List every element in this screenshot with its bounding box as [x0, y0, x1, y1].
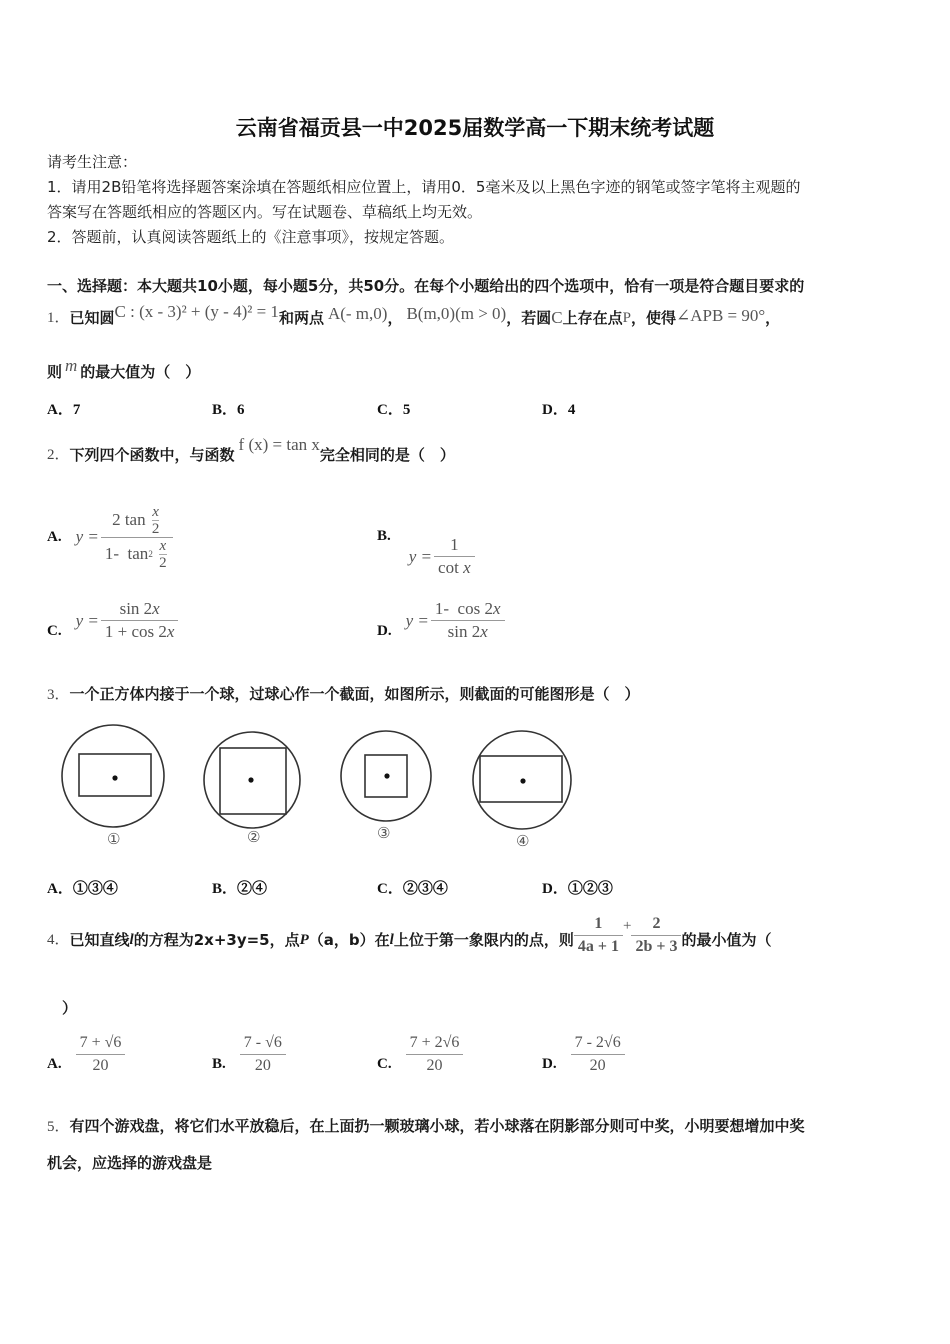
question-1-option-a[interactable]: A．7	[47, 402, 81, 418]
question-3-stem	[47, 684, 640, 705]
question-4-close-paren: ）	[62, 999, 78, 1017]
figure-label-1: ①	[107, 830, 121, 848]
question-5-number: 5．	[47, 1119, 70, 1135]
question-3-option-a[interactable]: A．①③④	[47, 881, 118, 897]
question-3-number: 3．	[47, 687, 70, 703]
question-1-text-d: 上存在点	[562, 309, 623, 327]
question-2-option-d[interactable]: D. y = $\frac{1- \cos 2x}{\sin 2x}$	[377, 598, 505, 643]
question-2-number: 2．	[47, 447, 70, 463]
question-1-text-e: ，使得	[630, 309, 676, 327]
question-4-stem: 4． 已知直线 l 的方程为2x+3y=5，点 P （a，b）在 l 上位于第一象限内的点，则 $\frac{1}{4a + 1}$ + $\frac{2}{2b + 3}$ 的最小值为（	[47, 908, 771, 958]
question-3-option-d[interactable]: D．①②③	[542, 881, 613, 897]
figure-label-3: ③	[377, 824, 391, 842]
figure-label-2: ②	[247, 828, 261, 846]
question-2-option-b[interactable]: B. y = $\frac{1}{\text{cot x}}$	[377, 528, 475, 579]
question-5-line-1: 5．有四个游戏盘，将它们水平放稳后，在上面扔一颗玻璃小球，若小球落在阴影部分则可中奖，小明要想增加中奖	[47, 1117, 805, 1135]
question-1-variable-m: m	[65, 356, 78, 375]
question-4-option-c[interactable]: C. $\frac{7 + 2√6}{20}$	[377, 1032, 463, 1077]
question-1-number: 1．	[47, 310, 70, 326]
question-4-option-b[interactable]: B. $\frac{7 - √6}{20}$	[212, 1032, 286, 1077]
question-4-line-l: l	[129, 932, 134, 948]
question-3-option-c[interactable]: C．②③④	[377, 881, 448, 897]
question-2-stem	[47, 435, 455, 465]
question-2-text-a: 下列四个函数中，与函数	[69, 446, 235, 464]
page-title: 云南省福贡县一中2025届数学高一下期末统考试题	[235, 116, 715, 140]
question-1-option-c[interactable]: C．5	[377, 402, 411, 418]
question-1-point-p: P	[622, 310, 631, 326]
question-2-option-a-fraction: 2 tan x 2 1- tan 2 x 2	[101, 504, 173, 571]
question-2-option-c-fraction: $\frac{\sin 2x}{1 + \cos 2x}$	[101, 598, 179, 643]
question-4-fraction-2: $\frac{2}{2b + 3}$	[631, 913, 681, 958]
question-1-point-a: A(- m,0)	[327, 304, 388, 323]
notice-item-1-line-2: 答案写在答题纸相应的答题区内。写在试题卷、草稿纸上均无效。	[47, 203, 483, 221]
question-4-fraction-1: $\frac{1}{4a + 1}$	[574, 913, 623, 958]
question-1-circle-c: C	[551, 308, 563, 327]
question-2-option-b-fraction: $\frac{1}{\text{cot x}}$	[434, 534, 475, 579]
question-3-text: 一个正方体内接于一个球，过球心作一个截面，如图所示，则截面的可能图形是（ ）	[69, 685, 640, 703]
question-3-figure	[58, 718, 578, 856]
notice-item-2: 2．答题前，认真阅读答题纸上的《注意事项》，按规定答题。	[47, 228, 455, 246]
question-2-option-c[interactable]: C. y = $\frac{\sin 2x}{1 + \cos 2x}$	[47, 598, 178, 643]
question-4-option-a[interactable]: A. $\frac{7 + √6}{20}$	[47, 1032, 125, 1077]
question-1-option-b[interactable]: B．6	[212, 402, 245, 418]
notice-item-1-line-1: 1．请用2B铅笔将选择题答案涂填在答题纸相应位置上，请用0．5毫米及以上黑色字迹的钢笔或签字笔将主观题的	[47, 178, 801, 196]
question-1-text-c: ，若圆	[506, 309, 552, 327]
question-1-circle-equation: C : (x - 3)² + (y - 4)² = 1	[114, 302, 279, 321]
question-1-line-1	[47, 302, 781, 328]
section-1-heading: 一、选择题：本大题共10小题，每小题5分，共50分。在每个小题给出的四个选项中，恰有一项是符合题目要求的	[47, 277, 805, 295]
question-2-option-a[interactable]: A. y = 2 tan x 2 1- tan 2 x 2	[47, 492, 173, 582]
question-2-function: f (x) = tan x	[238, 435, 320, 454]
question-2-option-d-fraction: $\frac{1- \cos 2x}{\sin 2x}$	[431, 598, 505, 643]
question-1-comma: ，	[387, 309, 403, 327]
question-3-option-b[interactable]: B．②④	[212, 881, 268, 897]
question-4-option-d[interactable]: D. $\frac{7 - 2√6}{20}$	[542, 1032, 625, 1077]
question-1-text-a: 已知圆	[69, 309, 115, 327]
question-4-number: 4．	[47, 932, 70, 948]
question-2-text-b: 完全相同的是（ ）	[319, 446, 455, 464]
notice-heading: 请考生注意：	[47, 153, 138, 171]
question-1-point-b: B(m,0)(m > 0)	[406, 304, 507, 323]
question-1-text-f: ，	[765, 309, 781, 327]
question-4-point-p: P	[299, 932, 309, 948]
question-1-text-b: 和两点	[278, 309, 324, 327]
question-5-line-2: 机会，应选择的游戏盘是	[47, 1154, 213, 1172]
question-1-option-d[interactable]: D．4	[542, 402, 576, 418]
figure-label-4: ④	[516, 832, 530, 850]
question-1-line-2	[47, 356, 201, 382]
question-1-line-2-b: 的最大值为（ ）	[80, 363, 201, 381]
question-1-line-2-a: 则	[47, 363, 63, 381]
cross-section-diagrams	[58, 718, 578, 856]
question-1-angle: ∠APB = 90°	[675, 306, 766, 325]
